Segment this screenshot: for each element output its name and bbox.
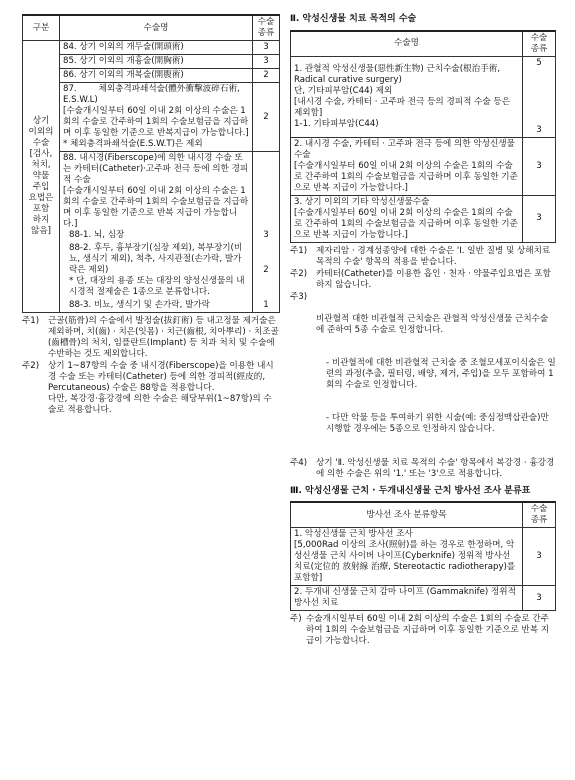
note-text: 비관혈적 대한 비관혈적 근치술은 관혈적 악성신생물 근치수술에 준하여 5종 수술로 인정합니다.: [316, 313, 549, 335]
table-header-row: [291, 502, 556, 528]
left-notes: [22, 316, 280, 416]
row-88-2-grade: 2: [253, 242, 280, 299]
table-row: [23, 152, 280, 243]
note-text: 수술개시일부터 60일 이내 2회 이상의 수술은 1회의 수술로 간주하여 1회의 수술보험금을 지급하며 이후 동일한 기준으로 반복 지급이 가능합니다.: [306, 614, 550, 647]
s2-row-3-text: 3. 상기 이외의 기타 악성신생물수술 [수술개시일부터 60일 이내 2회 이상의 수술은 1회의 수술로 간주하여 1회의 수술보험금을 지급하며 이후 동일한 기준으로 반복 지급이 가능합니다.]: [291, 195, 523, 242]
group-label: 상기 이외의 수술 [검사, 처치, 약물 주입 요법은 포함 하지 않음]: [23, 41, 60, 313]
header-surgery-grade: 수술 종류: [253, 15, 280, 41]
surgery-table-left: [22, 14, 280, 313]
note-text: 상기 1~87항의 수술 중 내시경(Fiberscope)을 이용한 내시경 수술 또는 카테터(Catheter) 등에 의한 경피적(經皮的, Percutaneous) 수술은 88항을 적용합니다. 다만, 복강경·흉강경에 의한 수술은 해당부위(1~87항)의 수술로 적용합니다.: [48, 361, 274, 415]
row-87-text: 87. 체외충격파쇄석술(體外衝擊波碎石術, E.S.W.L) [수술개시일부터 60일 이내 2회 이상의 수술은 1회의 수술로 간주하여 1회의 수술보험금을 지급하며 이후 동일한 기준으로 반복지급이 가능합니다.] * 체외충격파쇄석술(E.S.W.T)은 제외: [60, 83, 253, 152]
note-item: [22, 316, 280, 360]
note-text: 상기 'Ⅱ. 악성신생물 치료 목적의 수술' 항목에서 복강경 · 흉강경에 의한 수술은 위의 '1.' 또는 '3'으로 적용합니다.: [316, 457, 555, 479]
table-row: [291, 195, 556, 242]
cancer-surgery-table: [290, 30, 556, 243]
table-row: [291, 56, 556, 137]
note-item: [290, 458, 556, 480]
s2-row-1-1-grade: 3: [536, 124, 542, 135]
row-85-text: 85. 상기 이외의 개흉술(開胸術): [60, 55, 253, 69]
note-label: 주1): [22, 316, 40, 326]
header-surgery-grade: 수술 종류: [523, 502, 556, 528]
note-text: 제자리암 · 경계성종양에 대한 수술은 'Ⅰ. 일반 질병 및 상해치료 목적의 수술' 항목의 적용을 받습니다.: [316, 245, 553, 267]
header-category: 구분: [23, 15, 60, 41]
s3-row-2-grade: 3: [523, 586, 556, 611]
note-item: [290, 292, 556, 457]
s3-row-1-grade: 3: [523, 528, 556, 586]
left-column: [22, 14, 280, 417]
note-label: 주1): [290, 245, 308, 256]
table-row: [23, 299, 280, 313]
row-85-grade: 3: [253, 55, 280, 69]
table-row: [291, 137, 556, 195]
right-column: [290, 14, 556, 648]
s2-row-3-grade: 3: [523, 195, 556, 242]
row-88-3-grade: 1: [253, 299, 280, 313]
header-surgery-grade: 수술 종류: [523, 31, 556, 57]
row-86-text: 86. 상기 이외의 개복술(開腹術): [60, 69, 253, 83]
section-2-notes: [290, 246, 556, 480]
table-row: [291, 586, 556, 611]
note-text: 근골(筋骨)의 수술에서 발정술(拔釘術) 등 내고정물 제거술은 제외하며, 치(齒) · 치은(잇몸) · 치근(齒根, 치아뿌리) · 치조골(齒槽骨)의 처치, 임플란트(Implant) 등 치과 처치 및 수술에 수반하는 것도 제외합니다.: [48, 316, 279, 359]
table-row: [23, 83, 280, 152]
table-row: [23, 69, 280, 83]
s3-row-2-text: 2. 두개내 신생물 근치 감마 나이프 (Gammaknife) 정위적 방사선 치료: [291, 586, 523, 611]
section-3-notes: [290, 614, 556, 647]
header-surgery-name: 수술명: [60, 15, 253, 41]
s2-row-1-text: 1. 관혈적 악성신생물(惡性新生物) 근치수술(根治手術, Radical curative surgery) 단, 기타피부암(C44) 제외 [내시경 수술, 카테터 · 고주파 전극 등의 경피적 수술 등은 제외함] 1-1. 기타피부암(C44): [291, 56, 523, 137]
table-row: [23, 41, 280, 55]
note-item: [22, 361, 280, 416]
note-label: 주2): [22, 361, 40, 371]
note-item: [290, 614, 556, 647]
header-radiation-item: 방사선 조사 분류항목: [291, 502, 523, 528]
table-row: [23, 242, 280, 299]
s2-row-1-grade: 5: [536, 57, 542, 68]
section-3-title: Ⅲ. 악성신생물 근치 · 두개내신생물 근치 방사선 조사 분류표: [290, 485, 531, 496]
table-header-row: [291, 31, 556, 57]
header-surgery-name: 수술명: [291, 31, 523, 57]
note-label: 주3): [290, 291, 308, 302]
s3-row-1-text: 1. 악성신생물 근치 방사선 조사 [5,000Rad 이상의 조사(照射)를 하는 경우로 한정하며, 악성신생물 근치 사이버 나이프(Cyberknife) 정위적 방사선 치료(定位的 放射線 治療, Stereotactic radiotherapy)를 포함함]: [291, 528, 523, 586]
table-row: [291, 528, 556, 586]
note-dash-item: - 다만 악물 등을 투여하기 위한 시술(예: 중심정맥삽관술)만 시행할 경우에는 5종으로 인정하지 않습니다.: [326, 412, 552, 434]
s2-row-2-text: 2. 내시경 수술, 카테터 · 고주파 전극 등에 의한 악성신생물수술 [수술개시일부터 60일 이내 2회 이상의 수술은 1회의 수술로 간주하여 1회의 수술보험금을 지급하며 이후 동일한 기준으로 반복 지급이 가능합니다.]: [291, 137, 523, 195]
table-row: [23, 55, 280, 69]
row-88-1-text: 88-1. 뇌, 심장: [69, 230, 125, 240]
note-text: 카테터(Catheter)를 이용한 흡인 · 천자 · 약물주입요법은 포함하지 않습니다.: [316, 268, 551, 290]
note-label: 주): [290, 614, 302, 625]
radiation-table: [290, 501, 556, 611]
table-header-row: [23, 15, 280, 41]
row-87-grade: 2: [253, 83, 280, 152]
row-86-grade: 2: [253, 69, 280, 83]
note-label: 주2): [290, 268, 308, 279]
note-dash-item: - 비관혈적에 대한 비관혈적 근치술 중 조혈모세포이식술은 일련의 과정(추출, 필터링, 배양, 제거, 주입)을 모두 포함하여 1회의 수술로 인정합니다.: [326, 357, 556, 390]
section-2-title: Ⅱ. 악성신생물 치료 목적의 수술: [290, 14, 417, 24]
note-item: [290, 246, 556, 268]
row-84-text: 84. 상기 이외의 개두술(開頭術): [60, 41, 253, 55]
note-label: 주4): [290, 457, 308, 468]
note-item: [290, 269, 556, 291]
row-88-3-text: 88-3. 비뇨, 생식기 및 손가락, 발가락: [69, 300, 210, 310]
row-88-intro: 88. 내시경(Fiberscope)에 의한 내시경 수술 또는 카테터(Catheter)·고주파 전극 등에 의한 경피적 수술 [수술개시일부터 60일 이내 2회 이상의 수술은 1회의 수술로 간주하여 1회의 수술보험금을 지급하며 이후 동일한 기준으로 반복 지급이 가능합니다.]: [63, 153, 249, 229]
row-88-2-text: 88-2. 후두, 흉부장기(심장 제외), 복부장기(비뇨, 생식기 제외), 척추, 사지관절(손가락, 발가락은 제외) * 단, 대장의 용종 또는 대장의 양성신생물의 내시경적 절제술은 1종으로 분류합니다.: [69, 243, 245, 297]
row-88-1-grade: 3: [253, 152, 280, 243]
s2-row-2-grade: 3: [523, 137, 556, 195]
row-84-grade: 3: [253, 41, 280, 55]
